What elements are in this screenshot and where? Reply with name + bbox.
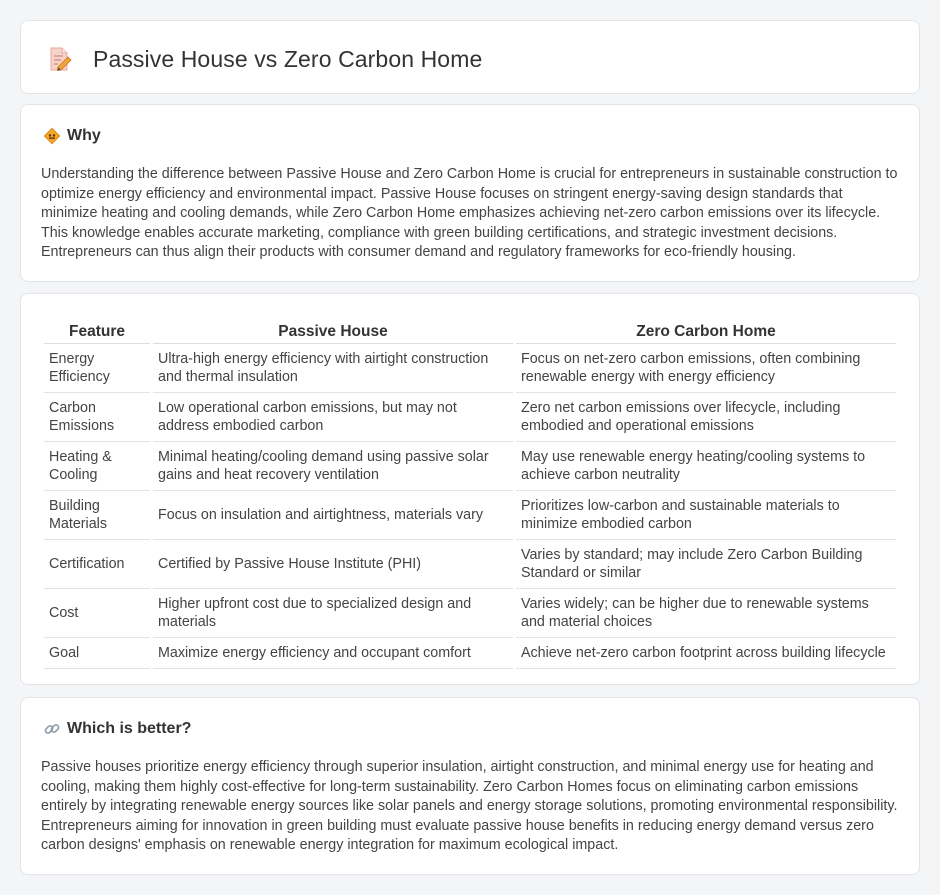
zero-carbon-cell: Achieve net-zero carbon footprint across building lifecycle	[516, 638, 896, 669]
document-pencil-icon	[45, 45, 73, 73]
why-title: Why	[67, 127, 101, 144]
zero-carbon-cell: Focus on net-zero carbon emissions, often combining renewable energy with energy efficiency	[516, 344, 896, 393]
comparison-table	[41, 314, 899, 669]
passive-house-cell: Ultra-high energy efficiency with airtight construction and thermal insulation	[153, 344, 513, 393]
title-row	[45, 45, 482, 73]
passive-house-cell: Higher upfront cost due to specialized design and materials	[153, 589, 513, 638]
zero-carbon-cell: Varies by standard; may include Zero Carbon Building Standard or similar	[516, 540, 896, 589]
table-row	[44, 540, 896, 589]
column-header-passive-house: Passive House	[153, 314, 513, 344]
table-row	[44, 442, 896, 491]
diamond-sign-icon	[43, 127, 61, 145]
table-row	[44, 393, 896, 442]
zero-carbon-cell: May use renewable energy heating/cooling systems to achieve carbon neutrality	[516, 442, 896, 491]
passive-house-cell: Certified by Passive House Institute (PHI)	[153, 540, 513, 589]
link-icon	[43, 720, 61, 738]
why-paragraph: Understanding the difference between Passive House and Zero Carbon Home is crucial for entrepreneurs in sustainable construction to optimize energy efficiency and environmental impact. Passive House focuses on stringent energy-saving design standards that minimize heating and cooling demands, while Zero Carbon Home emphasizes achieving net-zero carbon emissions over its lifecycle. This knowledge enables accurate marketing, compliance with green building certifications, and strategic investment decisions. Entrepreneurs can thus align their products with consumer demand and regulatory frameworks for eco-friendly housing.	[41, 166, 898, 261]
zero-carbon-cell: Varies widely; can be higher due to renewable systems and material choices	[516, 589, 896, 638]
feature-cell: Cost	[44, 589, 150, 638]
better-heading	[43, 720, 191, 738]
table-header-row	[44, 314, 896, 344]
column-header-feature: Feature	[44, 314, 150, 344]
column-header-zero-carbon-home: Zero Carbon Home	[516, 314, 896, 344]
why-heading	[43, 127, 101, 145]
comparison-section	[20, 293, 920, 685]
table-row	[44, 491, 896, 540]
page-title: Passive House vs Zero Carbon Home	[93, 45, 483, 72]
zero-carbon-cell: Prioritizes low-carbon and sustainable materials to minimize embodied carbon	[516, 491, 896, 540]
better-paragraph: Passive houses prioritize energy efficiency through superior insulation, airtight construction, and minimal energy use for heating and cooling, making them highly cost-effective for long-term sustainability. Zero Carbon Homes focus on eliminating carbon emissions entirely by integrating renewable energy sources like solar panels and energy storage solutions, promoting environmental responsibility. Entrepreneurs aiming for innovation in green building must evaluate passive house benefits in reducing energy demand versus zero carbon designs' emphasis on renewable energy integration for maximum ecological impact.	[41, 759, 898, 854]
passive-house-cell: Maximize energy efficiency and occupant comfort	[153, 638, 513, 669]
feature-cell: Goal	[44, 638, 150, 669]
zero-carbon-cell: Zero net carbon emissions over lifecycle, including embodied and operational emissions	[516, 393, 896, 442]
why-section	[20, 104, 920, 282]
better-title: Which is better?	[67, 720, 192, 737]
passive-house-cell: Minimal heating/cooling demand using passive solar gains and heat recovery ventilation	[153, 442, 513, 491]
feature-cell: Certification	[44, 540, 150, 589]
table-row	[44, 344, 896, 393]
feature-cell: Heating & Cooling	[44, 442, 150, 491]
passive-house-cell: Low operational carbon emissions, but may not address embodied carbon	[153, 393, 513, 442]
table-row	[44, 638, 896, 669]
which-is-better-section	[20, 697, 920, 875]
passive-house-cell: Focus on insulation and airtightness, materials vary	[153, 491, 513, 540]
feature-cell: Carbon Emissions	[44, 393, 150, 442]
table-row	[44, 589, 896, 638]
feature-cell: Building Materials	[44, 491, 150, 540]
feature-cell: Energy Efficiency	[44, 344, 150, 393]
header-card	[20, 20, 920, 94]
